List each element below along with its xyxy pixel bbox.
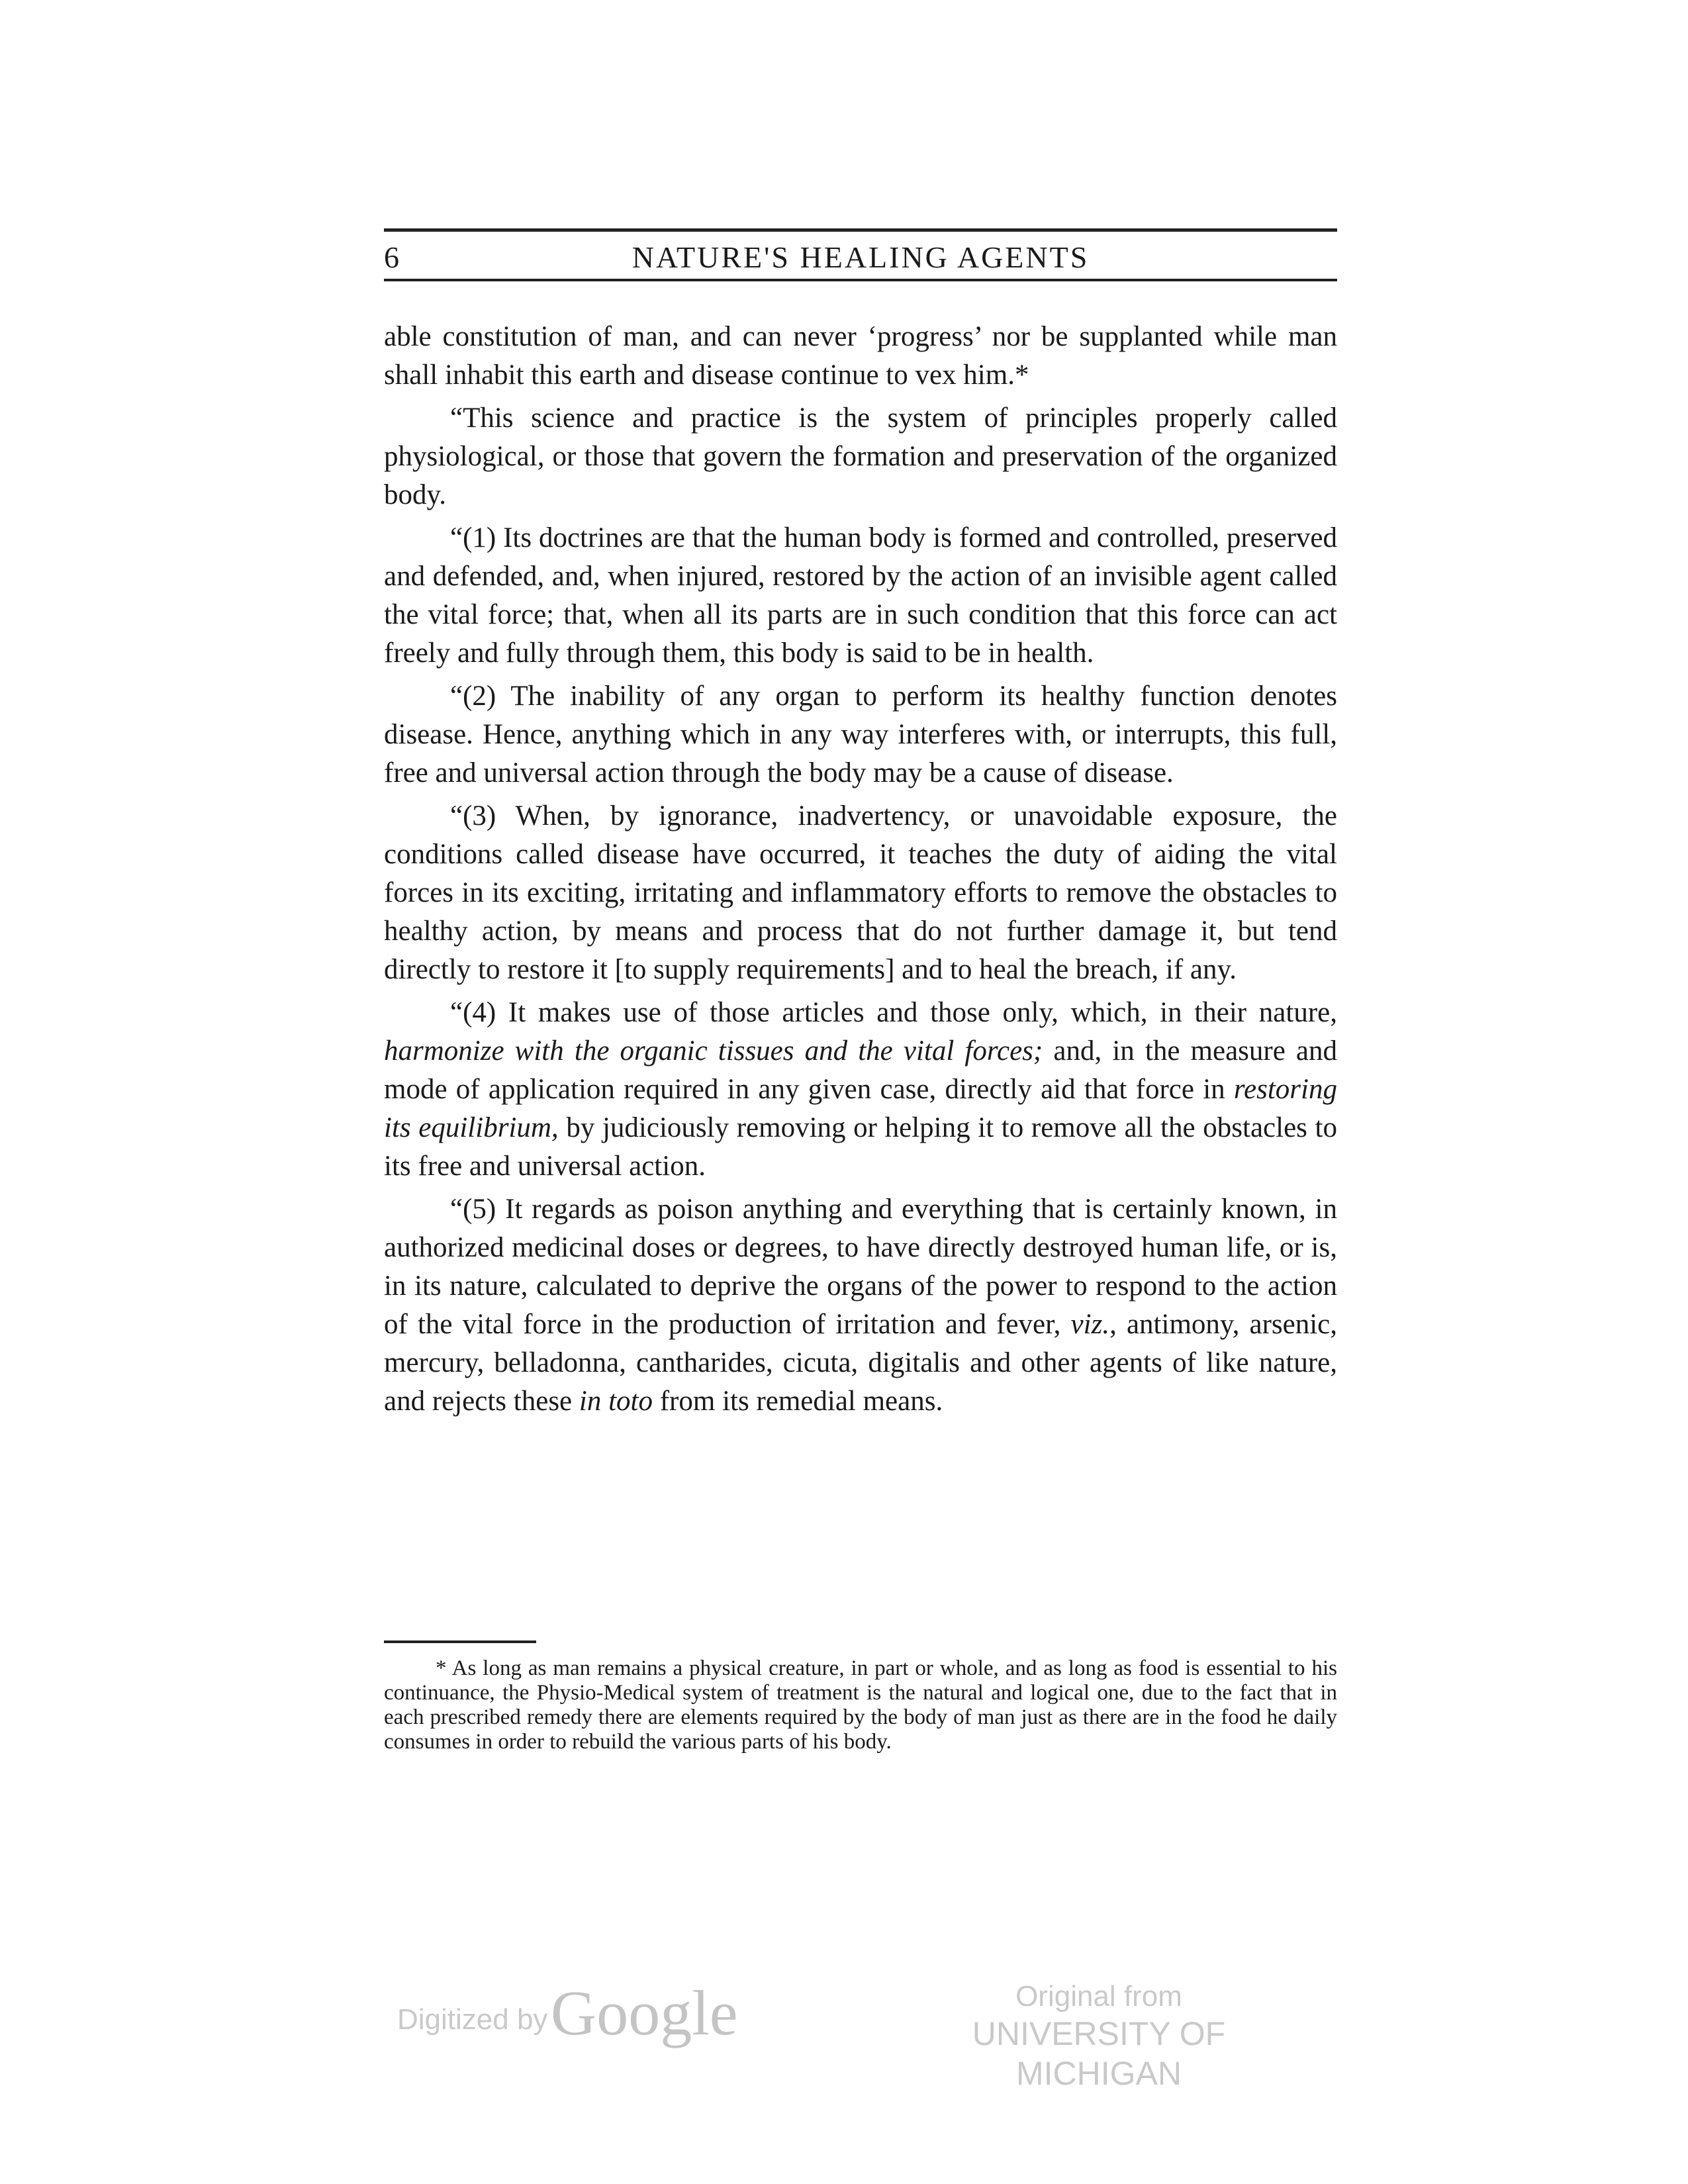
original-from-text: Original from [1015,1980,1182,2013]
p6-text-e: by judiciously removing or helping it to remove all the obstacles to its free and universal action. [384,1112,1337,1182]
paragraph-7 [384,1190,1337,1421]
paragraph-5: “(3) When, by ignorance, inadvertency, or unavoidable exposure, the conditions called disease have occurred, it teaches the duty of aiding the vital forces in its exciting, irritating and inflammatory efforts to remove the obstacles to healthy action, by means and process that do not further damage it, but tend directly to restore it [to supply requirements] and to heal the breach, if any. [384,800,1337,985]
p6-italic-b: harmonize with the organic tissues and the vital forces; [384,1035,1043,1067]
p7-text-a: “(5) It regards as poison anything and everything that is certainly known, in authorized medicinal doses or degrees, to have directly destroyed human life, or is, in its nature, calculated to deprive the organs of the power to respond to the action of the vital force in the production of irritation and fever, [384,1194,1337,1340]
p6-text-a: “(4) It makes use of those articles and those only, which, in their nature, [450,997,1337,1028]
p6-italic-d: restoring its equilibrium, [384,1074,1337,1143]
paragraph-1: able constitution of man, and can never ‘progress’ nor be supplanted while man shall inhabit this earth and disease continue to vex him.* [384,321,1337,391]
digitized-by-watermark [397,1976,738,2050]
digitized-by-text: Digitized by [397,2003,548,2036]
paragraph-6 [384,994,1337,1186]
p7-text-c: , antimony, arsenic, mercury, belladonna, cantharides, cicuta, digitalis and other agents of like nature, and rejects these [384,1309,1337,1417]
page-header [384,228,1337,281]
paragraph-2: “This science and practice is the system of principles properly called physiological, or those that govern the formation and preservation of the organized body. [384,403,1337,510]
page-number: 6 [384,240,400,274]
footnote-rule [384,1640,536,1643]
original-from-watermark [920,1979,1278,2093]
body-text [384,318,1337,1425]
running-head: NATURE'S HEALING AGENTS [632,240,1090,274]
p7-italic-b: viz. [1070,1309,1110,1340]
footnote-text: * As long as man remains a physical creature, in part or whole, and as long as food is essential to his continuance, the Physio-Medical system of treatment is the natural and logical one, due to the fact that in each prescribed remedy there are elements required by the body of man just as there are in the food he daily consumes in order to rebuild the various parts of his body. [384,1656,1337,1754]
paragraph-4: “(2) The inability of any organ to perform its healthy function denotes disease. Hence, anything which in any way interferes with, or interrupts, this full, free and universal action through the body may be a cause of disease. [384,681,1337,788]
p7-text-e: from its remedial means. [652,1386,943,1417]
p6-text-c: and, in the measure and mode of application required in any given case, directly aid that force in [384,1035,1338,1105]
p7-italic-d: in toto [579,1386,653,1417]
google-logo: Google [550,1977,738,2048]
footnote [384,1656,1337,1754]
paragraph-3: “(1) Its doctrines are that the human body is formed and controlled, preserved and defended, and, when injured, restored by the action of an invisible agent called the vital force; that, when all its parts are in such condition that this force can act freely and fully through them, this body is said to be in health. [384,522,1337,669]
institution-text: UNIVERSITY OF MICHIGAN [972,2015,1226,2092]
